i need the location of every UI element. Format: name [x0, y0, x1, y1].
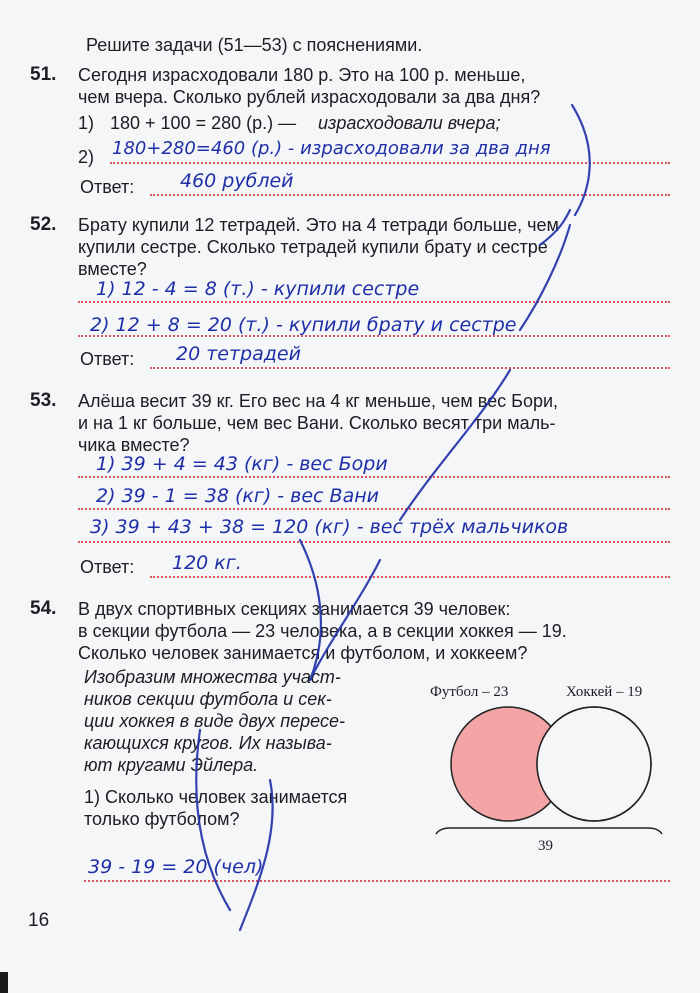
- task-51-step1-text: израсходовали вчера;: [318, 113, 501, 133]
- task-54-line1: В двух спортивных секциях занимается 39 человек:: [78, 599, 511, 619]
- task-54-question1b: только футболом?: [84, 809, 240, 829]
- task-51-answer-handwriting: 460 рублей: [180, 170, 294, 192]
- task-54-para2: ников секции футбола и сек-: [84, 689, 332, 709]
- task-51-step1-calc: 180 + 100 = 280 (р.) —: [110, 113, 297, 133]
- task-54-para3: ции хоккея в виде двух пересе-: [84, 711, 345, 731]
- task-51-step2-handwriting: 180+280=460 (р.) - израсходовали за два дня: [112, 138, 551, 159]
- venn-label-total: 39: [538, 838, 553, 854]
- task-52-answer-handwriting: 20 тетрадей: [176, 343, 301, 365]
- task-53-hand-line1: 1) 39 + 4 = 43 (кг) - вес Бори: [96, 453, 388, 475]
- task-51-step2-num: 2): [78, 147, 95, 167]
- task-52-line2: купили сестре. Сколько тетрадей купили брату и сестре: [78, 237, 548, 257]
- task-54-number: 54.: [30, 598, 57, 619]
- task-53-number: 53.: [30, 390, 57, 411]
- page-number: 16: [28, 910, 50, 931]
- task-53-line2: и на 1 кг больше, чем вес Вани. Сколько весят три маль-: [78, 413, 556, 433]
- task-52-line1: Брату купили 12 тетрадей. Это на 4 тетради больше, чем: [78, 215, 559, 235]
- instruction: Решите задачи (51—53) с пояснениями.: [86, 35, 423, 55]
- task-54-line3: Сколько человек занимается и футболом, и хоккеем?: [78, 643, 528, 663]
- task-52-number: 52.: [30, 214, 57, 235]
- task-54-question1a: 1) Сколько человек занимается: [84, 787, 348, 807]
- task-54-para4: кающихся кругов. Их называ-: [84, 733, 332, 753]
- task-52-hand-line2: 2) 12 + 8 = 20 (т.) - купили брату и сестре: [90, 314, 517, 336]
- task-51-step1-num: 1): [78, 113, 95, 133]
- task-51-line2: чем вчера. Сколько рублей израсходовали за два дня?: [78, 87, 541, 107]
- task-52-hand-line1: 1) 12 - 4 = 8 (т.) - купили сестре: [96, 278, 420, 300]
- task-51-number: 51.: [30, 64, 57, 85]
- task-54-hand-line1: 39 - 19 = 20 (чел): [88, 856, 264, 878]
- task-52-line3: вместе?: [78, 259, 147, 279]
- venn-label-football: Футбол – 23: [430, 684, 509, 700]
- scan-edge: [0, 972, 8, 993]
- task-53-answer-handwriting: 120 кг.: [172, 552, 242, 574]
- task-53-answer-label: Ответ:: [80, 557, 135, 577]
- task-54-para1: Изобразим множества участ-: [84, 667, 341, 687]
- task-51-line1: Сегодня израсходовали 180 р. Это на 100 р. меньше,: [78, 65, 526, 85]
- venn-label-hockey: Хоккей – 19: [566, 684, 643, 700]
- task-54-para5: ют кругами Эйлера.: [84, 755, 259, 775]
- task-52-answer-label: Ответ:: [80, 349, 135, 369]
- task-54-line2: в секции футбола — 23 человека, а в секции хоккея — 19.: [78, 621, 567, 641]
- task-53-hand-line3: 3) 39 + 43 + 38 = 120 (кг) - вес трёх мальчиков: [90, 516, 569, 538]
- task-51-answer-label: Ответ:: [80, 177, 135, 197]
- task-53-line3: чика вместе?: [78, 435, 190, 455]
- task-53-hand-line2: 2) 39 - 1 = 38 (кг) - вес Вани: [96, 485, 379, 507]
- task-53-line1: Алёша весит 39 кг. Его вес на 4 кг меньше, чем вес Бори,: [78, 391, 559, 411]
